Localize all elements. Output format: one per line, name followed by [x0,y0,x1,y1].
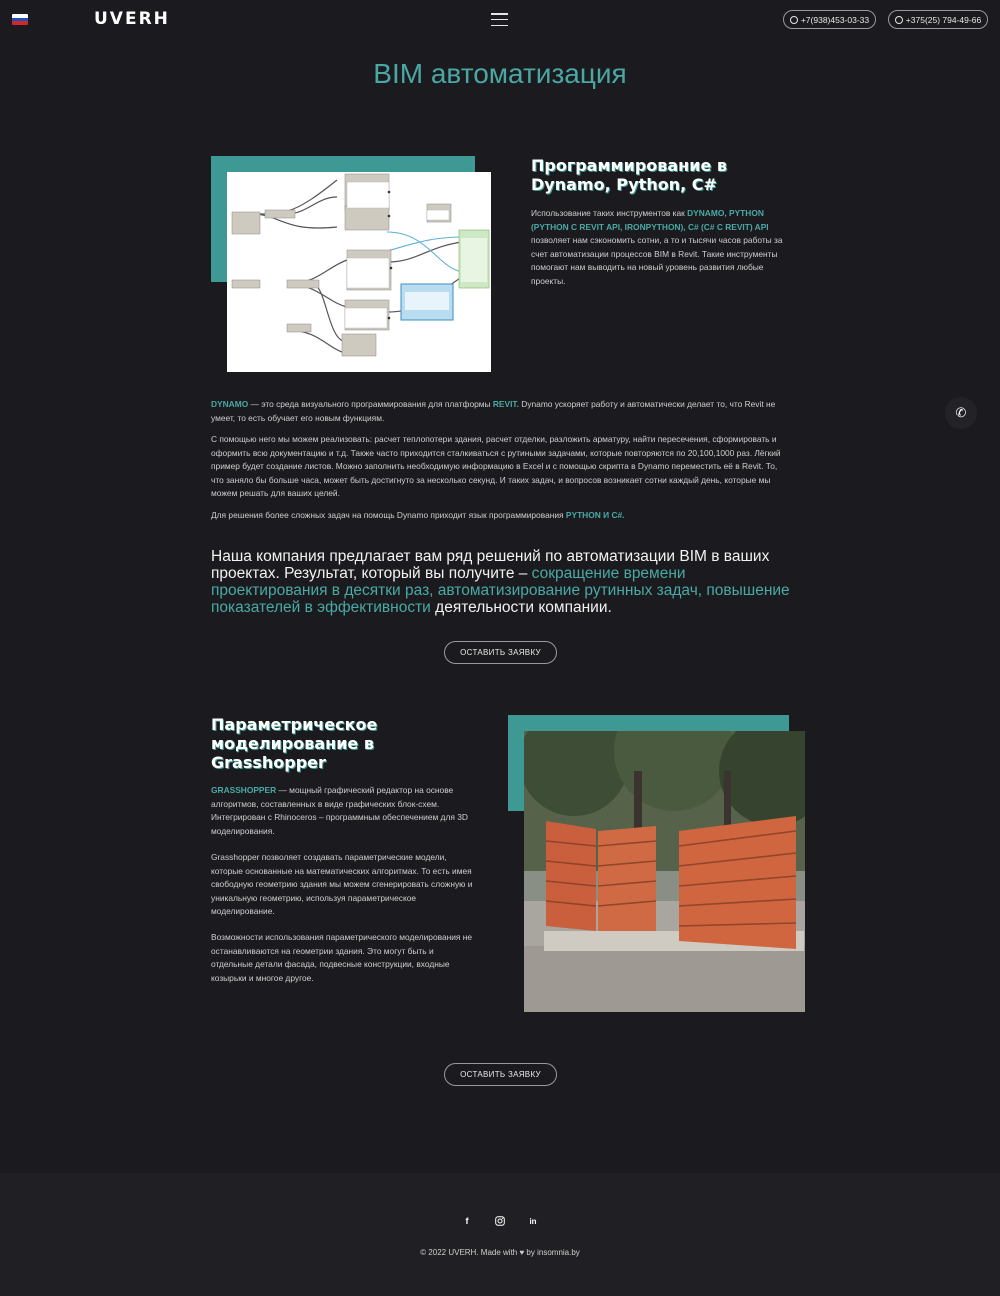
grasshopper-paragraph-3: Возможности использования параметрического моделирования не останавливаются на геометрии здания. Это могут быть и отдельные детали фасада, подвесные конструкции, входные козырьки и многое другое. [211,932,473,983]
offer-text [211,548,791,616]
whatsapp-icon [790,16,798,24]
phone-button-ru[interactable] [783,10,876,29]
dynamo-paragraph-2: С помощью него мы можем реализовать: расчет теплопотери здания, расчет отделки, разложить арматуру, найти пересечения, сформировать и оформить всю документацию и т.д. Также часто приходится сталкиваться с рутиными задачами, которые повторяются по 20,100,1000 раз. Лёгкий пример будет создание листов. Можно заполнить необходимую информацию в Excel и с помощью скрипта в Dynamo переместить её в Revit. То, что заняло бы больше часа, может быть достигнуто за несколько секунд. И таких задач, и вопросов возникает сотни каждый день, которые мы можем решать для ваших целей. [211,434,781,499]
phone-number: +7(938)453-03-33 [800,14,870,25]
facebook-icon[interactable]: f [465,1216,469,1226]
offer-post: деятельности компании. [430,599,612,616]
offer-pre: Наша компания предлагает вам ряд решений по автоматизации BIM в ваших проектах. Результат, который вы получите – [211,548,770,582]
linkedin-icon[interactable]: in [529,1216,537,1226]
intro-text: позволяет нам сэкономить сотни, а то и тысячи часов работы за счет автоматизации процессов BIM в Revit. Такие инструменты помогают нам выводить на новый уровень развития любые проекты. [531,235,783,286]
dynamo-paragraph-3 [211,509,789,523]
paragraph-text: Dynamo ускоряет работу и автоматически делает то, что Revit не умеет, то есть обучает его новым функциям. [211,399,776,423]
submit-request-button-bottom[interactable]: ОСТАВИТЬ ЗАЯВКУ [444,1063,557,1086]
submit-request-button[interactable]: ОСТАВИТЬ ЗАЯВКУ [444,641,557,664]
offer-highlight: сокращение времени проектирования в десятки раз, автоматизирование рутинных задач, повышение показателей в эффективности [211,565,790,616]
section-heading-grasshopper: Параметрическое моделирование в Grasshopper [211,715,378,772]
dynamo-graph-image [227,172,491,372]
highlight-grasshopper: GRASSHOPPER [211,785,277,795]
dynamo-intro [531,207,789,289]
dynamo-paragraph-1 [211,398,789,425]
copyright: © 2022 UVERH. Made with ♥ by insomnia.by [420,1248,580,1257]
paragraph-text: — мощный графический редактор на основе алгоритмов, составленных в виде графических блок-схем. Интегрирован с Rhinoceros – программным обеспечением для 3D моделирования. [211,785,468,836]
highlight-python: PYTHON И C#. [565,510,625,520]
phone-call-icon[interactable]: ✆ [945,397,977,429]
highlight-revit: REVIT. [492,399,519,409]
phone-number: +375(25) 794-49-66 [905,14,982,25]
page-title: BIM автоматизация [373,58,627,89]
paragraph-text: — это среда визуального программирования для платформы [248,399,493,409]
highlight-dynamo: DYNAMO [211,399,249,409]
hamburger-menu-icon[interactable] [491,13,508,26]
section-heading-dynamo: Программирование в Dynamo, Python, C# [531,156,727,194]
logo[interactable]: UVERH [94,9,170,29]
brick-wall-photo [524,731,805,1012]
whatsapp-icon [895,16,903,24]
intro-highlight: DYNAMO, PYTHON (PYTHON C REVIT API, IRONPYTHON), C# (C# C REVIT) API [531,208,769,232]
phone-button-by[interactable] [888,10,988,29]
intro-text: Использование таких инструментов как [531,208,688,218]
grasshopper-paragraph-1 [211,784,473,838]
instagram-icon[interactable] [493,1214,507,1228]
russia-flag-icon[interactable] [12,14,28,25]
paragraph-text: Для решения более сложных задач на помощь Dynamo приходит язык программирования [211,510,566,520]
footer [0,1173,1000,1296]
grasshopper-paragraph-2: Grasshopper позволяет создавать параметрические модели, которые основанные на математических алгоритмах. То есть имея свободную геометрию здания мы можем сгенерировать сложную и уникальную геометрию, используя параметрическое моделирование. [211,852,473,917]
